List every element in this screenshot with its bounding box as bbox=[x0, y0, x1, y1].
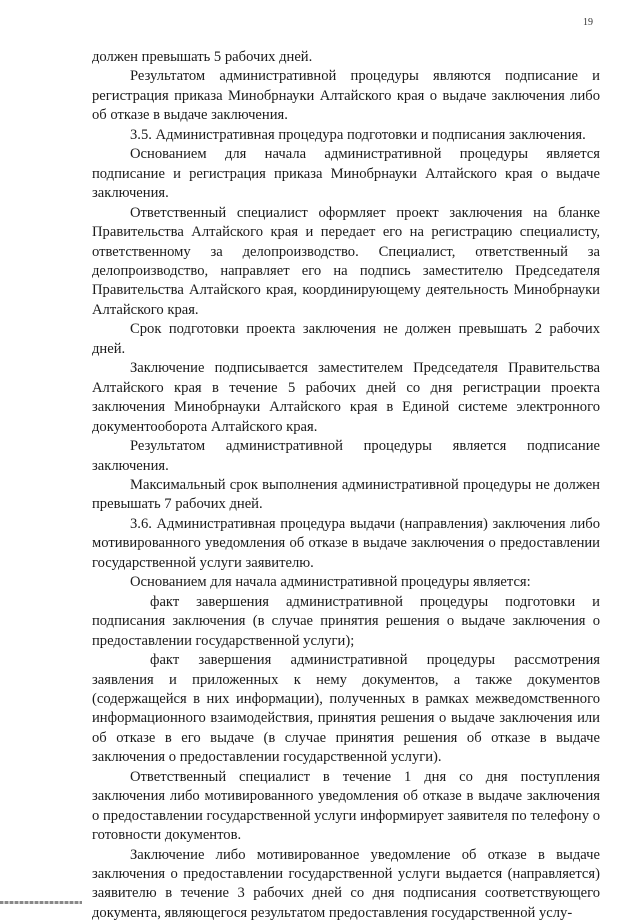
paragraph: Основанием для начала административной процедуры является: bbox=[130, 574, 531, 591]
list-paragraph: факт завершения административной процедуры подготовки и подписания заключения (в случае принятия решения о выдаче заключения о предоставлении государственной услуги); bbox=[92, 593, 600, 649]
paragraph: Заключение либо мотивированное уведомление об отказе в выдаче заключения о предоставлении государственной услуги выдается (направляется) заявителю в течение 3 рабочих дней со дня подписания соответствующего документа, являющегося результатом предоставления государственной услу- bbox=[92, 846, 600, 921]
page-number: 19 bbox=[583, 17, 593, 28]
paragraph: Ответственный специалист оформляет проект заключения на бланке Правительства Алтайского края и передает его на регистрацию специалисту, ответственному за делопроизводство. Специалист, ответственный за делопроизводство, направляет его на подпись заместителю Председателя Правительства Алтайского края, координирующему деятельность Минобрнауки Алтайского края. bbox=[92, 204, 600, 318]
paragraph: Результатом административной процедуры являются подписание и регистрация приказа Минобрнауки Алтайского края о выдаче заключения либо об отказе в выдаче заключения. bbox=[92, 68, 600, 124]
paragraph: Ответственный специалист в течение 1 дня со дня поступления заключения либо мотивированного уведомления об отказе в выдаче заключения о предоставлении государственной услуги информирует заявителя по телефону о готовности документов. bbox=[92, 768, 600, 844]
document-body bbox=[92, 48, 600, 923]
list-paragraph: факт завершения административной процедуры рассмотрения заявления и приложенных к нему документов, а также документов (содержащейся в них информации), полученных в рамках межведомственного информационного взаимодействия, принятия решения о выдаче заключения или об отказе в его выдаче (в случае принятия решения об отказе в выдаче заключения о предоставлении государственной услуги). bbox=[92, 652, 600, 766]
paragraph: 3.5. Административная процедура подготовки и подписания заключения. bbox=[130, 126, 586, 143]
paragraph: 3.6. Административная процедура выдачи (направления) заключения либо мотивированного уведомления об отказе в выдаче заключения о предоставлении государственной услуги заявителю. bbox=[92, 515, 600, 571]
paragraph: Результатом административной процедуры является подписание заключения. bbox=[92, 438, 600, 474]
paragraph: Максимальный срок выполнения административной процедуры не должен превышать 7 рабочих дней. bbox=[92, 476, 600, 513]
paragraph: Заключение подписывается заместителем Председателя Правительства Алтайского края в течение 5 рабочих дней со дня регистрации проекта заключения Минобрнауки Алтайского края в Единой системе электронного документооборота Алтайского края. bbox=[92, 360, 600, 435]
paragraph: должен превышать 5 рабочих дней. bbox=[92, 49, 313, 65]
paragraph: Основанием для начала административной процедуры является подписание и регистрация приказа Минобрнауки Алтайского края о выдаче заключения. bbox=[92, 146, 600, 202]
paragraph: Срок подготовки проекта заключения не должен превышать 2 рабочих дней. bbox=[92, 321, 600, 357]
